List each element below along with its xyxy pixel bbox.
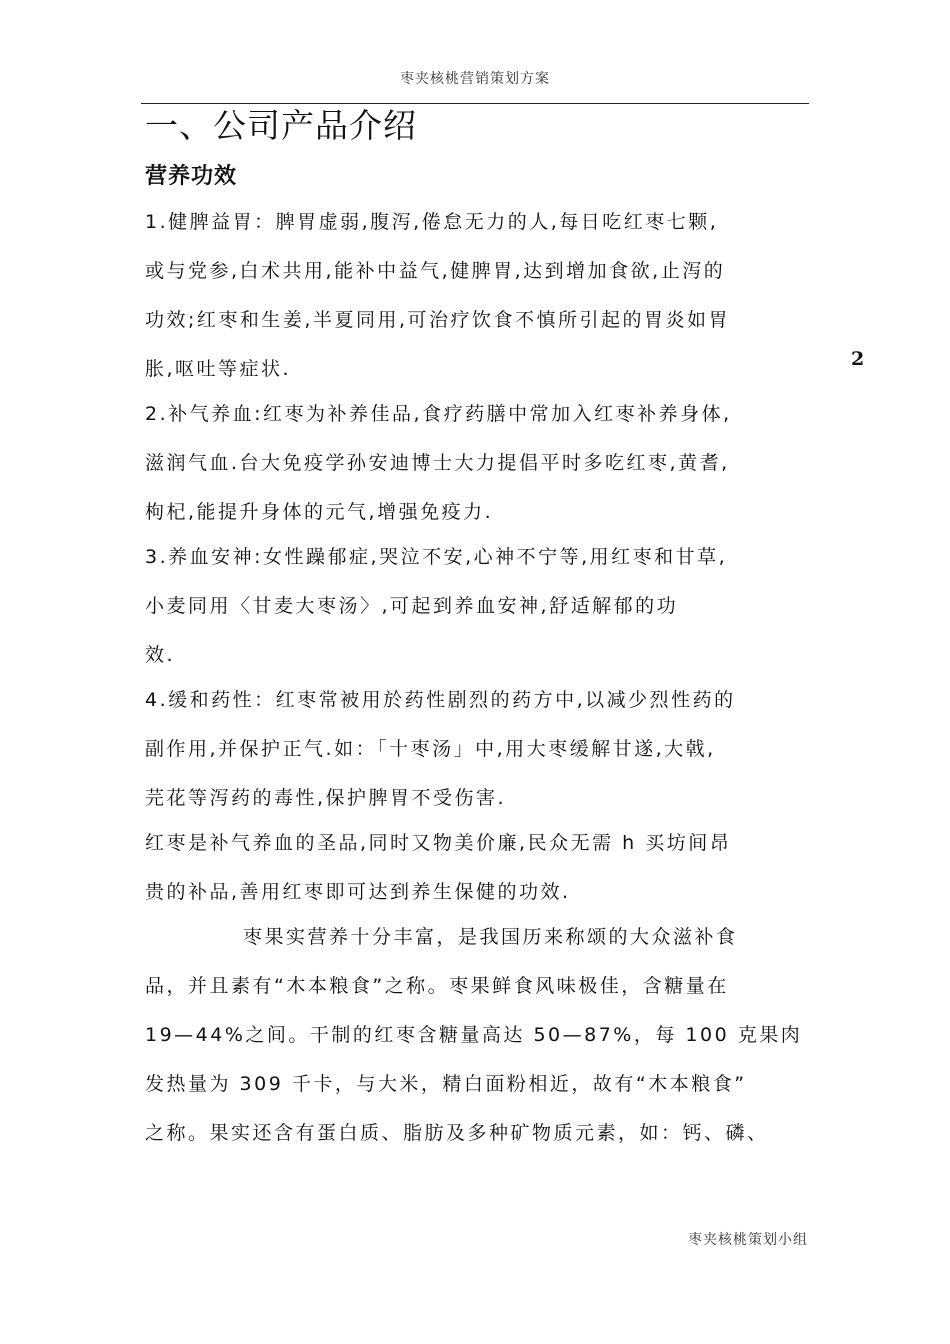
paragraph-line: 之称。果实还含有蛋白质、脂肪及多种矿物质元素，如：钙、磷、 xyxy=(145,1122,769,1144)
page-header: 枣夹核桃营销策划方案 xyxy=(400,71,550,87)
paragraph-moderate-medicine xyxy=(145,684,811,815)
paragraph-line: 芫花等泻药的毒性,保护脾胃不受伤害. xyxy=(145,787,507,809)
paragraph-summary xyxy=(145,827,811,909)
paragraph-line: 1.健脾益胃：脾胃虚弱,腹泻,倦怠无力的人,每日吃红枣七颗, xyxy=(145,211,719,233)
section-heading: 一、公司产品介绍 xyxy=(145,106,417,145)
paragraph-line: 4.缓和药性：红枣常被用於药性剧烈的药方中,以减少烈性药的 xyxy=(145,689,736,711)
paragraph-line: 枣果实营养十分丰富，是我国历来称颂的大众滋补食 xyxy=(243,926,738,948)
paragraph-line: 发热量为 309 千卡，与大米，精白面粉相近，故有“木本粮食” xyxy=(145,1073,747,1095)
paragraph-calm-mind xyxy=(145,541,811,672)
paragraph-line: 功效;红枣和生姜,半夏同用,可治疗饮食不慎所引起的胃炎如胃 xyxy=(145,309,730,331)
paragraph-nutrition xyxy=(145,921,811,1150)
paragraph-line: 品，并且素有“木本粮食”之称。枣果鲜食风味极佳，含糖量在 xyxy=(145,975,729,997)
page-footer: 枣夹核桃策划小组 xyxy=(688,1232,808,1248)
paragraph-qi-blood xyxy=(145,398,811,529)
paragraph-line: 胀,呕吐等症状. xyxy=(145,358,292,380)
paragraph-line: 副作用,并保护正气.如：「十枣汤」中,用大枣缓解甘遂,大戟, xyxy=(145,738,716,760)
paragraph-line: 19—44%之间。干制的红枣含糖量高达 50—87%，每 100 克果肉 xyxy=(145,1024,803,1046)
paragraph-line: 3.养血安神:女性躁郁症,哭泣不安,心神不宁等,用红枣和甘草, xyxy=(145,546,728,568)
paragraph-line: 贵的补品,善用红枣即可达到养生保健的功效. xyxy=(145,881,571,903)
paragraph-line: 效. xyxy=(145,644,176,666)
paragraph-line: 2.补气养血:红枣为补养佳品,食疗药膳中常加入红枣补养身体, xyxy=(145,403,732,425)
paragraph-spleen-stomach xyxy=(145,206,811,386)
paragraph-line: 滋润气血.台大免疫学孙安迪博士大力提倡平时多吃红枣,黄耆, xyxy=(145,452,730,474)
paragraph-line: 红枣是补气养血的圣品,同时又物美价廉,民众无需 h 买坊间昂 xyxy=(145,832,732,854)
paragraph-list xyxy=(145,206,811,1150)
section-subheading: 营养功效 xyxy=(145,164,238,189)
paragraph-line: 枸杞,能提升身体的元气,增强免疫力. xyxy=(145,501,494,523)
document-body xyxy=(145,104,811,1166)
paragraph-line: 小麦同用〈甘麦大枣汤〉,可起到养血安神,舒适解郁的功 xyxy=(145,595,679,617)
page-number: 2 xyxy=(851,348,865,370)
paragraph-line: 或与党参,白术共用,能补中益气,健脾胃,达到增加食欲,止泻的 xyxy=(145,260,726,282)
